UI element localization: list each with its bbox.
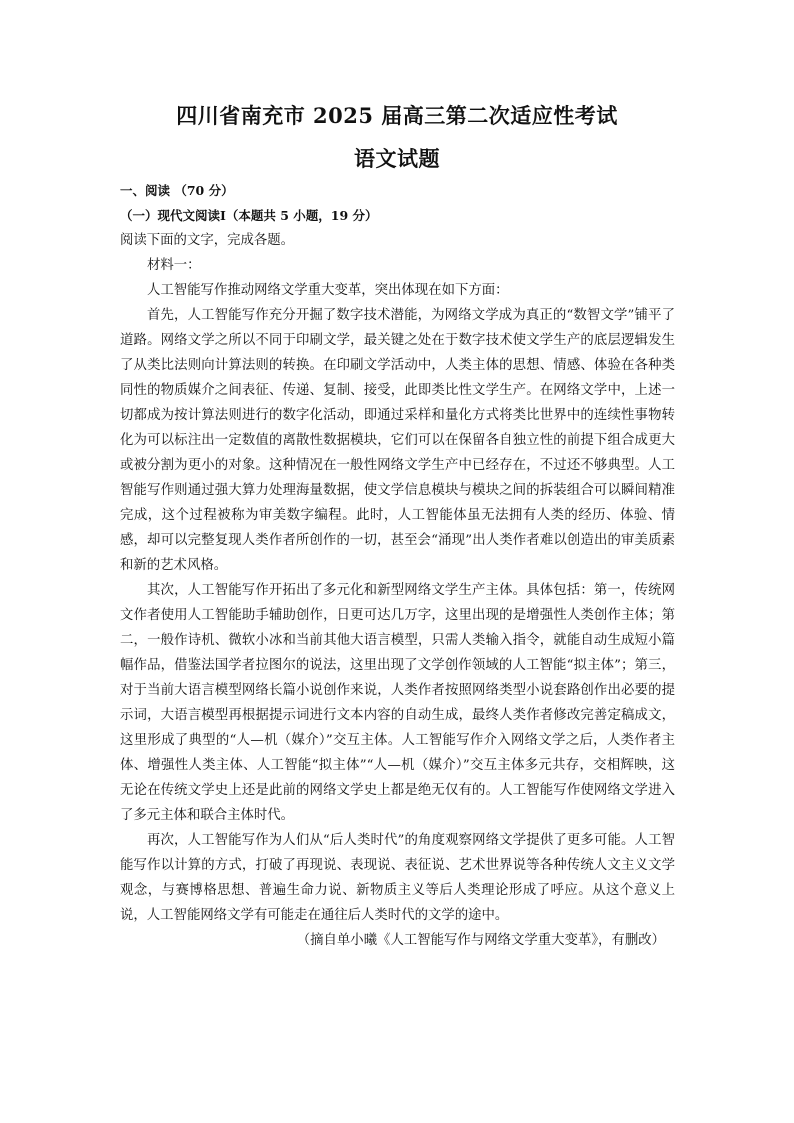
material-paragraph: 首先，人工智能写作充分开掘了数字技术潜能，为网络文学成为真正的“数智文学”铺平了道路。网络文学之所以不同于印刷文学，最关键之处在于数字技术使文学生产的底层逻辑发生了从类比法则向计算法则的转换。在印刷文学活动中，人类主体的思想、情感、体验在各种类同性的物质媒介之间表征、传递、复制、接受，此即类比性文学生产。在网络文学中，上述一切都成为按计算法则进行的数字化活动，即通过采样和量化方式将类比世界中的连续性事物转化为可以标注出一定数值的离散性数据模块，它们可以在保留各自独立性的前提下组合成更大或被分割为更小的对象。这种情况在一般性网络文学生产中已经存在，不过还不够典型。人工智能写作则通过强大算力处理海量数据，使文学信息模块与模块之间的拆装组合可以瞬间精准完成，这个过程被称为审美数字编程。此时，人工智能体虽无法拥有人类的经历、体验、情感，却可以完整复现人类作者所创作的一切，甚至会“涌现”出人类作者难以创造出的审美质素和新的艺术风格。 — [120, 308, 675, 573]
material-label: 材料一： — [147, 258, 201, 273]
source-citation: （摘自单小曦《人工智能写作与网络文学重大变革》，有删改） — [296, 933, 665, 948]
reading-section — [120, 178, 675, 953]
instruction-text: 阅读下面的文字，完成各题。 — [120, 233, 295, 248]
material-intro: 人工智能写作推动网络文学重大变革，突出体现在如下方面： — [147, 283, 509, 298]
material-paragraph: 再次，人工智能写作为人们从“后人类时代”的角度观察网络文学提供了更多可能。人工智能写作以计算的方式，打破了再现说、表现说、表征说、艺术世界说等各种传统人文主义文学观念，与赛博格思想、普遍生命力说、新物质主义等后人类理论形成了呼应。从这个意义上说，人工智能网络文学有可能走在通往后人类时代的文学的途中。 — [120, 833, 675, 923]
material-paragraph: 其次，人工智能写作开拓出了多元化和新型网络文学生产主体。具体包括：第一，传统网文作者使用人工智能助手辅助创作，日更可达几万字，这里出现的是增强性人类创作主体；第二，一般作诗机、微软小冰和当前其他大语言模型，只需人类输入指令，就能自动生成短小篇幅作品，借鉴法国学者拉图尔的说法，这里出现了文学创作领域的人工智能“拟主体”；第三，对于当前大语言模型网络长篇小说创作来说，人类作者按照网络类型小说套路创作出必要的提示词，大语言模型再根据提示词进行文本内容的自动生成，最终人类作者修改完善定稿成文，这里形成了典型的“人—机（媒介）”交互主体。人工智能写作介入网络文学之后，人类作者主体、增强性人类主体、人工智能“拟主体”“人—机（媒介）”交互主体多元共存，交相辉映，这无论在传统文学史上还是此前的网络文学史上都是绝无仅有的。人工智能写作使网络文学进入了多元主体和联合主体时代。 — [120, 583, 675, 823]
sub-heading: （一）现代文阅读Ⅰ（本题共 5 小题，19 分） — [120, 208, 378, 223]
exam-title: 四川省南充市 2025 届高三第二次适应性考试 — [176, 103, 618, 128]
exam-subtitle: 语文试题 — [354, 146, 440, 171]
part-heading: 一、阅读 （70 分） — [120, 183, 234, 198]
